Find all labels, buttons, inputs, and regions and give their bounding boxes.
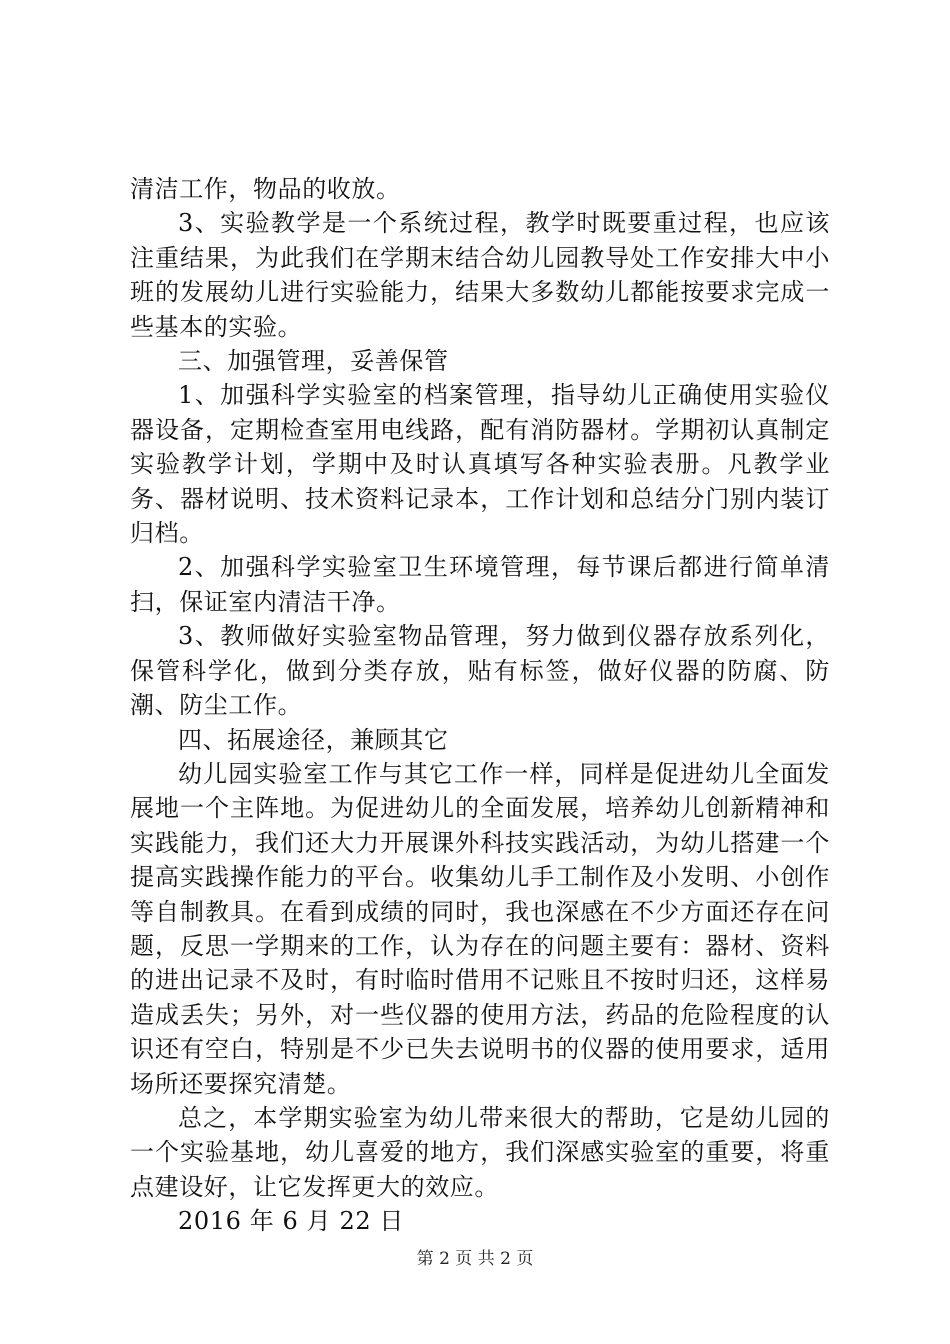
- paragraph-item-1-archives: 1、加强科学实验室的档案管理，指导幼儿正确使用实验仪器设备，定期检查室用电线路，配有消防器材。学期初认真制定实验教学计划，学期中及时认真填写各种实验表册。凡教学业务、器材说明、技术资料记录本，工作计划和总结分门别内装订归档。: [130, 381, 830, 548]
- document-body: [130, 172, 830, 1239]
- section-heading-4: 四、拓展途径，兼顾其它: [178, 725, 449, 754]
- paragraph-expansion: 幼儿园实验室工作与其它工作一样，同样是促进幼儿全面发展地一个主阵地。为促进幼儿的全面发展，培养幼儿创新精神和实践能力，我们还大力开展课外科技实践活动，为幼儿搭建一个提高实践操作能力的平台。收集幼儿手工制作及小发明、小创作等自制教具。在看到成绩的同时，我也深感在不少方面还存在问题，反思一学期来的工作，认为存在的问题主要有：器材、资料的进出记录不及时，有时临时借用不记账且不按时归还，这样易造成丢失；另外，对一些仪器的使用方法，药品的危险程度的认识还有空白，特别是不少已失去说明书的仪器的使用要求，适用场所还要探究清楚。: [130, 759, 830, 1098]
- document-date: 2016 年 6 月 22 日: [178, 1207, 405, 1236]
- paragraph-summary: 总之，本学期实验室为幼儿带来很大的帮助，它是幼儿园的一个实验基地，幼儿喜爱的地方，我们深感实验室的重要，将重点建设好，让它发挥更大的效应。: [130, 1103, 830, 1201]
- paragraph-item-2-hygiene: 2、加强科学实验室卫生环境管理，每节课后都进行简单清扫，保证室内清洁干净。: [130, 553, 830, 616]
- page-number-footer: 第 2 页 共 2 页: [416, 1249, 534, 1269]
- paragraph-item-3-storage: 3、教师做好实验室物品管理，努力做到仪器存放系列化，保管科学化，做到分类存放，贴有标签，做好仪器的防腐、防潮、防尘工作。: [130, 622, 830, 720]
- paragraph-continuation: 清洁工作，物品的收放。: [130, 175, 401, 203]
- paragraph-item-3-teaching: 3、实验教学是一个系统过程，教学时既要重过程，也应该注重结果，为此我们在学期末结合幼儿园教导处工作安排大中小班的发展幼儿进行实验能力，结果大多数幼儿都能按要求完成一些基本的实验。: [130, 209, 830, 341]
- section-heading-3: 三、加强管理，妥善保管: [178, 347, 449, 376]
